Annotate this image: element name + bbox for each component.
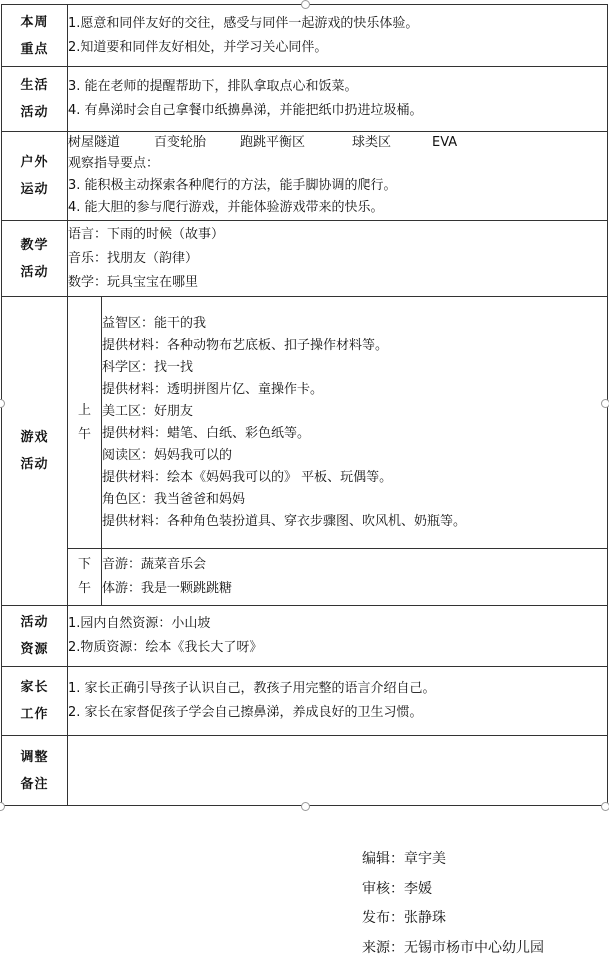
label-line: 备注 xyxy=(20,776,49,792)
outdoor-area: 百变轮胎 xyxy=(154,135,207,150)
outdoor-area: 树屋隧道 xyxy=(68,135,121,150)
label-line: 资源 xyxy=(20,642,49,657)
content-weekly-focus xyxy=(68,5,608,67)
row-outdoor-sports xyxy=(2,132,608,221)
text-line: 4. 有鼻涕时会自己拿餐巾纸擤鼻涕，并能把纸巾扔进垃圾桶。 xyxy=(68,103,423,118)
text-line: 1.园内自然资源：小山坡 xyxy=(68,616,211,631)
text-line: 音乐：找朋友（韵律） xyxy=(68,250,199,266)
label-line: 活动 xyxy=(20,264,49,280)
label-line: 户外 xyxy=(20,155,49,170)
text-line: 1.愿意和同伴友好的交往，感受与同伴一起游戏的快乐体验。 xyxy=(68,15,419,31)
label-line: 午 xyxy=(77,581,91,596)
row-life-activity xyxy=(2,67,608,132)
reviewer-line: 审核：李媛 xyxy=(362,880,432,897)
label-morning xyxy=(68,297,102,549)
label-line: 活动 xyxy=(20,105,49,120)
row-game-morning xyxy=(2,297,608,549)
row-teaching-activity xyxy=(2,221,608,297)
label-line: 活动 xyxy=(20,457,49,472)
text-line: 4. 能大胆的参与爬行游戏，并能体验游戏带来的快乐。 xyxy=(68,200,384,215)
signoff-block xyxy=(362,845,544,963)
table-resize-handle-top[interactable] xyxy=(301,0,310,9)
text-line: 美工区：好朋友 xyxy=(102,403,194,419)
table-resize-handle-bottom[interactable] xyxy=(301,802,310,811)
text-line: 2.知道要和同伴友好相处，并学习关心同伴。 xyxy=(68,39,328,55)
text-line: 语言：下雨的时候（故事） xyxy=(68,226,225,242)
label-parent-work xyxy=(2,667,68,736)
row-parent-work xyxy=(2,667,608,736)
label-line: 活动 xyxy=(20,615,49,630)
row-activity-resources xyxy=(2,606,608,667)
text-line: 提供材料：绘本《妈妈我可以的》 平板、玩偶等。 xyxy=(102,469,393,485)
outdoor-area: 球类区 xyxy=(352,135,392,150)
label-weekly-focus xyxy=(2,5,68,67)
label-line: 家长 xyxy=(20,680,49,695)
row-game-afternoon xyxy=(2,549,608,606)
label-line: 上 xyxy=(77,402,91,418)
table-resize-handle-bottom-left[interactable] xyxy=(0,802,5,811)
notes-cell[interactable] xyxy=(68,736,608,806)
text-line: 3. 能在老师的提醒帮助下，排队拿取点心和饭菜。 xyxy=(68,79,358,94)
label-line: 生活 xyxy=(20,78,49,93)
text-line: 观察指导要点： xyxy=(68,156,160,171)
label-line: 工作 xyxy=(20,707,49,722)
label-line: 教学 xyxy=(20,237,49,253)
label-game-activity xyxy=(2,297,68,606)
content-game-morning xyxy=(102,297,608,549)
text-line: 提供材料：各种动物布艺底板、扣子操作材料等。 xyxy=(102,337,389,353)
table-resize-handle-bottom-right[interactable] xyxy=(601,802,609,811)
content-teaching-activity xyxy=(68,221,608,297)
content-life-activity xyxy=(68,67,608,132)
weekly-plan-table xyxy=(1,4,608,806)
label-line: 本周 xyxy=(20,14,49,30)
label-adjustment-notes xyxy=(2,736,68,806)
publisher-line: 发布：张静珠 xyxy=(362,910,446,926)
label-line: 调整 xyxy=(20,749,49,765)
label-life-activity xyxy=(2,67,68,132)
content-parent-work xyxy=(68,667,608,736)
label-line: 重点 xyxy=(20,41,49,57)
row-adjustment-notes xyxy=(2,736,608,806)
text-line: 音游：蔬菜音乐会 xyxy=(102,557,207,572)
text-line: 提供材料：蜡笔、白纸、彩色纸等。 xyxy=(102,425,311,441)
outdoor-area-list xyxy=(68,133,607,153)
label-line: 下 xyxy=(77,557,91,572)
text-line: 提供材料：透明拼图片亿、童操作卡。 xyxy=(102,381,324,397)
text-line: 2.物质资源：绘本《我长大了呀》 xyxy=(68,640,263,655)
content-outdoor-sports xyxy=(68,132,608,221)
editor-line: 编辑：章宇美 xyxy=(362,851,446,867)
outdoor-area: EVA xyxy=(432,135,458,150)
text-line: 1. 家长正确引导孩子认识自己，教孩子用完整的语言介绍自己。 xyxy=(68,681,436,696)
row-weekly-focus xyxy=(2,5,608,67)
content-activity-resources xyxy=(68,606,608,667)
text-line: 提供材料：各种角色装扮道具、穿衣步骤图、吹风机、奶瓶等。 xyxy=(102,513,467,529)
text-line: 体游：我是一颗跳跳糖 xyxy=(102,581,233,596)
text-line: 3. 能积极主动探索各种爬行的方法，能手脚协调的爬行。 xyxy=(68,178,397,193)
label-outdoor-sports xyxy=(2,132,68,221)
label-activity-resources xyxy=(2,606,68,667)
table-resize-handle-right[interactable] xyxy=(601,399,609,408)
outdoor-area: 跑跳平衡区 xyxy=(240,135,306,150)
text-line: 2. 家长在家督促孩子学会自己擦鼻涕，养成良好的卫生习惯。 xyxy=(68,705,423,720)
label-teaching-activity xyxy=(2,221,68,297)
text-line: 阅读区：妈妈我可以的 xyxy=(102,447,233,463)
label-line: 游戏 xyxy=(20,430,49,445)
text-line: 益智区：能干的我 xyxy=(102,315,207,331)
text-line: 数学：玩具宝宝在哪里 xyxy=(68,274,199,290)
text-line: 科学区：找一找 xyxy=(102,359,194,375)
text-line: 角色区：我当爸爸和妈妈 xyxy=(102,491,246,507)
label-line: 午 xyxy=(77,426,91,442)
label-afternoon xyxy=(68,549,102,606)
label-line: 运动 xyxy=(20,182,49,197)
source-line: 来源：无锡市杨市中心幼儿园 xyxy=(362,939,544,956)
content-game-afternoon xyxy=(102,549,608,606)
